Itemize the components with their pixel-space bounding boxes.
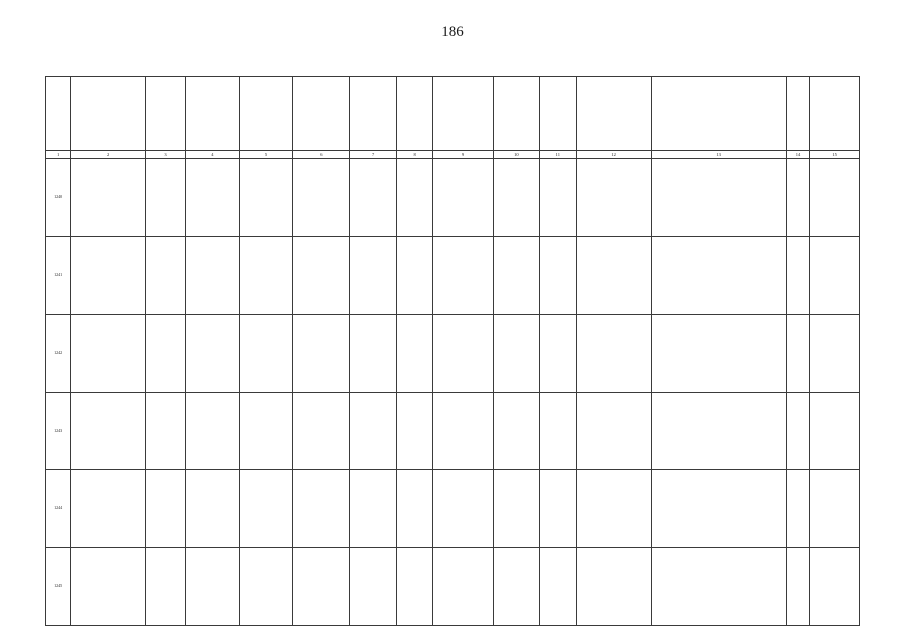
column-number-row <box>46 151 860 159</box>
table-row <box>46 548 860 626</box>
legal-act <box>651 314 786 392</box>
quantity <box>786 392 810 470</box>
row-number: 1240 <box>46 159 71 237</box>
building-type <box>239 548 293 626</box>
quantity <box>786 470 810 548</box>
organization-name <box>71 548 146 626</box>
unit-type <box>493 314 539 392</box>
care-conditions <box>540 548 577 626</box>
column-header <box>146 77 186 151</box>
care-conditions <box>540 470 577 548</box>
unit-type <box>493 470 539 548</box>
organization-name <box>71 470 146 548</box>
column-number: 13 <box>651 151 786 159</box>
column-number: 1 <box>46 151 71 159</box>
organization-name <box>71 392 146 470</box>
inn <box>146 159 186 237</box>
column-header <box>185 77 239 151</box>
building-type <box>239 470 293 548</box>
building-type <box>239 392 293 470</box>
table-row <box>46 314 860 392</box>
building-type <box>239 236 293 314</box>
unit-type <box>493 159 539 237</box>
quantity <box>786 548 810 626</box>
locality-type <box>350 392 396 470</box>
inn <box>146 548 186 626</box>
equipment-name <box>576 548 651 626</box>
column-number: 2 <box>71 151 146 159</box>
column-header <box>786 77 810 151</box>
building-type <box>239 314 293 392</box>
acquisition-date <box>810 470 860 548</box>
unit-name <box>433 548 493 626</box>
row-number: 1243 <box>46 392 71 470</box>
legal-act <box>651 159 786 237</box>
column-number: 15 <box>810 151 860 159</box>
column-header <box>71 77 146 151</box>
locality-type <box>350 159 396 237</box>
ownership-form <box>185 314 239 392</box>
legal-act <box>651 470 786 548</box>
table-row <box>46 392 860 470</box>
unit-name <box>433 314 493 392</box>
population <box>396 314 433 392</box>
legal-act <box>651 392 786 470</box>
population <box>396 236 433 314</box>
column-number: 8 <box>396 151 433 159</box>
acquisition-date <box>810 159 860 237</box>
address <box>293 314 350 392</box>
unit-name <box>433 159 493 237</box>
column-number: 14 <box>786 151 810 159</box>
unit-type <box>493 236 539 314</box>
unit-name <box>433 236 493 314</box>
unit-type <box>493 548 539 626</box>
header-row <box>46 77 860 151</box>
population <box>396 470 433 548</box>
column-header <box>46 77 71 151</box>
quantity <box>786 314 810 392</box>
population <box>396 548 433 626</box>
legal-act <box>651 548 786 626</box>
building-type <box>239 159 293 237</box>
ownership-form <box>185 470 239 548</box>
column-header <box>540 77 577 151</box>
row-number: 1241 <box>46 236 71 314</box>
acquisition-date <box>810 392 860 470</box>
address <box>293 548 350 626</box>
register-table <box>45 76 860 626</box>
row-number: 1245 <box>46 548 71 626</box>
legal-act <box>651 236 786 314</box>
column-header <box>433 77 493 151</box>
equipment-name <box>576 392 651 470</box>
acquisition-date <box>810 548 860 626</box>
column-header <box>293 77 350 151</box>
ownership-form <box>185 236 239 314</box>
column-header <box>350 77 396 151</box>
ownership-form <box>185 548 239 626</box>
organization-name <box>71 236 146 314</box>
column-number: 12 <box>576 151 651 159</box>
column-number: 4 <box>185 151 239 159</box>
equipment-name <box>576 159 651 237</box>
inn <box>146 314 186 392</box>
ownership-form <box>185 392 239 470</box>
row-number: 1244 <box>46 470 71 548</box>
column-header <box>493 77 539 151</box>
locality-type <box>350 470 396 548</box>
column-number: 3 <box>146 151 186 159</box>
unit-name <box>433 392 493 470</box>
equipment-name <box>576 236 651 314</box>
inn <box>146 470 186 548</box>
column-number: 10 <box>493 151 539 159</box>
unit-type <box>493 392 539 470</box>
equipment-name <box>576 470 651 548</box>
column-number: 9 <box>433 151 493 159</box>
address <box>293 159 350 237</box>
address <box>293 392 350 470</box>
column-number: 11 <box>540 151 577 159</box>
column-header <box>396 77 433 151</box>
equipment-name <box>576 314 651 392</box>
locality-type <box>350 236 396 314</box>
organization-name <box>71 159 146 237</box>
column-header <box>239 77 293 151</box>
column-number: 6 <box>293 151 350 159</box>
care-conditions <box>540 314 577 392</box>
address <box>293 236 350 314</box>
address <box>293 470 350 548</box>
column-number: 7 <box>350 151 396 159</box>
column-header <box>651 77 786 151</box>
ownership-form <box>185 159 239 237</box>
care-conditions <box>540 236 577 314</box>
population <box>396 392 433 470</box>
care-conditions <box>540 159 577 237</box>
column-number: 5 <box>239 151 293 159</box>
care-conditions <box>540 392 577 470</box>
table-row <box>46 470 860 548</box>
page-number: 186 <box>441 24 464 40</box>
column-header <box>576 77 651 151</box>
organization-name <box>71 314 146 392</box>
quantity <box>786 236 810 314</box>
table-row <box>46 236 860 314</box>
population <box>396 159 433 237</box>
acquisition-date <box>810 236 860 314</box>
acquisition-date <box>810 314 860 392</box>
unit-name <box>433 470 493 548</box>
row-number: 1242 <box>46 314 71 392</box>
inn <box>146 392 186 470</box>
column-header <box>810 77 860 151</box>
quantity <box>786 159 810 237</box>
inn <box>146 236 186 314</box>
locality-type <box>350 314 396 392</box>
table-row <box>46 159 860 237</box>
locality-type <box>350 548 396 626</box>
